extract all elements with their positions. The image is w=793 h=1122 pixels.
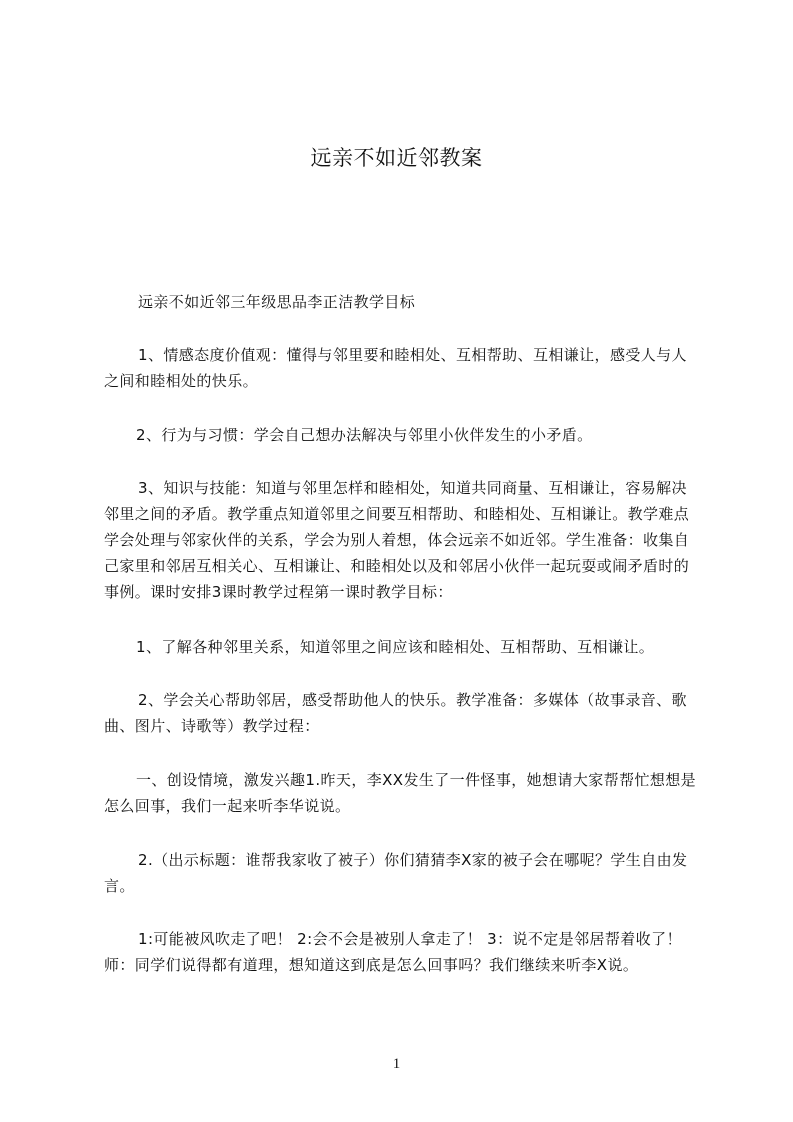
- paragraph-goal-behavior: 2、行为与习惯：学会自己想办法解决与邻里小伙伴发生的小矛盾。: [136, 426, 593, 444]
- paragraph-goal-knowledge: 3、知识与技能：知道与邻里怎样和睦相处，知道共同商量、互相谦让，容易解决邻里之间的矛盾。教学重点知道邻里之间要互相帮助、和睦相处、互相谦让。教学难点学会处理与邻家伙伴的关系，学会为别人着想，体会远亲不如近邻。学生准备：收集自己家里和邻居互相关心、互相谦让、和睦相处以及和邻居小伙伴一起玩耍或闹矛盾时的事例。课时安排3课时教学过程第一课时教学目标：: [104, 479, 690, 601]
- document-title: 远亲不如近邻教案: [310, 146, 483, 170]
- paragraph-lesson1-goal-2: 2、学会关心帮助邻居，感受帮助他人的快乐。教学准备：多媒体（故事录音、歌曲、图片、诗歌等）教学过程：: [104, 691, 687, 735]
- paragraph-title-guess: 2.（出示标题：谁帮我家收了被子）你们猜猜李X家的被子会在哪呢？学生自由发言。: [104, 851, 688, 895]
- paragraph-intro: 远亲不如近邻三年级思品李正洁教学目标: [138, 293, 416, 311]
- paragraph-student-answers: 1:可能被风吹走了吧！ 2:会不会是被别人拿走了！ 3：说不定是邻居帮着收了！师：同学们说得都有道理，想知道这到底是怎么回事吗？我们继续来听李X说。: [104, 930, 682, 974]
- page-number: 1: [392, 1056, 401, 1072]
- paragraph-situation: 一、创设情境，激发兴趣1.昨天，李XX发生了一件怪事，她想请大家帮帮忙想想是怎么回事，我们一起来听李华说说。: [104, 771, 697, 815]
- paragraph-lesson1-goal-1: 1、了解各种邻里关系，知道邻里之间应该和睦相处、互相帮助、互相谦让。: [136, 638, 655, 656]
- paragraph-goal-emotion: 1、情感态度价值观：懂得与邻里要和睦相处、互相帮助、互相谦让，感受人与人之间和睦相处的快乐。: [104, 346, 687, 390]
